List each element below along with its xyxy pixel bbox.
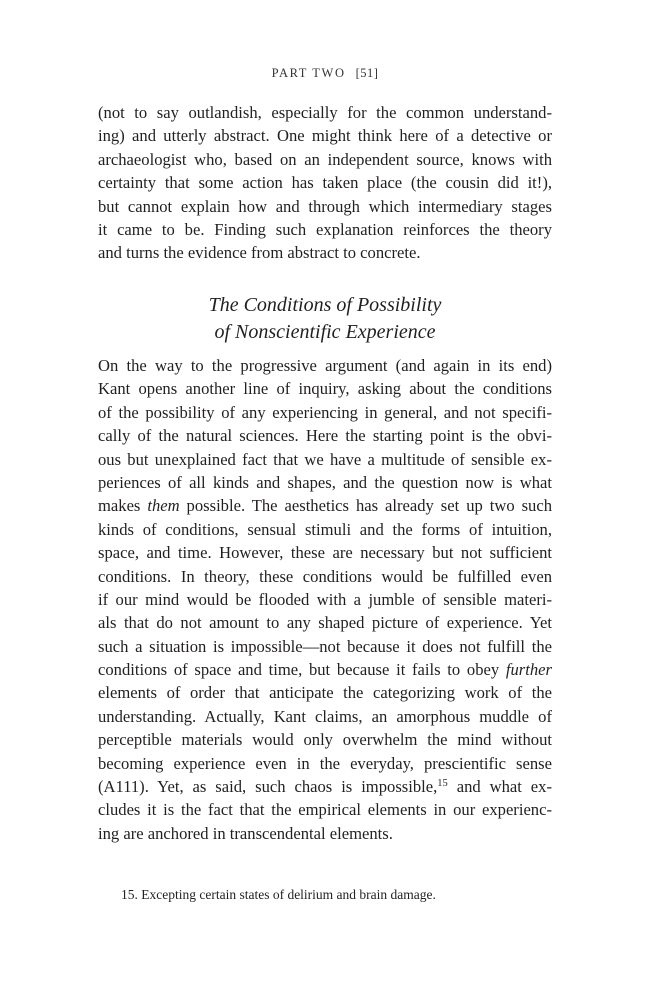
text-run: possible. The aesthetics has already set up two such (179, 496, 552, 516)
text-line: perceptible materials would only overwhelm the mind without (98, 730, 552, 750)
text-line: elements of order that anticipate the categorizing work of the (98, 683, 552, 703)
emphasis-text: them (147, 496, 180, 516)
text-line: such a situation is impossible—not because it does not fulfill the (98, 636, 552, 656)
text-line: and turns the evidence from abstract to concrete. (98, 243, 421, 263)
text-line: certainty that some action has taken place (the cousin did it!), (98, 173, 552, 193)
text-line: of the possibility of any experiencing in general, and not specifi- (98, 402, 552, 422)
text-line: ing are anchored in transcendental elements. (98, 823, 393, 843)
text-line: (not to say outlandish, especially for the common understand- (98, 103, 552, 122)
section-heading-line-2: of Nonscientific Experience (214, 321, 436, 343)
text-line (98, 775, 552, 798)
text-line: ous but unexplained fact that we have a multitude of sensible ex- (98, 449, 552, 469)
text-line: periences of all kinds and shapes, and the question now is what (98, 472, 552, 492)
text-line: ing) and utterly abstract. One might think here of a detective or (98, 126, 552, 146)
text-line (98, 494, 552, 517)
section-heading-line-1: The Conditions of Possibility (208, 294, 442, 316)
text-line: conditions. In theory, these conditions would be fulfilled even (98, 566, 552, 586)
footnote-text: Excepting certain states of delirium and brain damage. (141, 887, 436, 902)
text-line: space, and time. However, these are necessary but not sufficient (98, 543, 552, 563)
text-line: but cannot explain how and through which intermediary stages (98, 196, 552, 216)
text-run: (A111). Yet, as said, such chaos is impossible, (98, 777, 438, 797)
text-run: and what ex- (447, 777, 552, 797)
paragraph-2 (98, 354, 552, 845)
footnote-number: 15. (121, 887, 138, 902)
text-line: understanding. Actually, Kant claims, an amorphous muddle of (98, 706, 552, 726)
footnote (121, 886, 436, 904)
text-line: archaeologist who, based on an independent source, knows with (98, 149, 552, 169)
text-line: becoming experience even in the everyday, prescientific sense (98, 753, 552, 773)
text-line: it came to be. Finding such explanation reinforces the theory (98, 219, 552, 239)
running-head-section: PART TWO (271, 66, 346, 80)
text-line (98, 658, 552, 681)
section-heading (98, 292, 552, 346)
emphasis-text: further (505, 660, 552, 680)
text-line: On the way to the progressive argument (and again in its end) (98, 356, 552, 375)
text-run: conditions of space and time, but because it fails to obey (98, 660, 506, 680)
running-head (0, 66, 650, 81)
text-line: kinds of conditions, sensual stimuli and the forms of intuition, (98, 519, 552, 539)
text-line: cally of the natural sciences. Here the starting point is the obvi- (98, 426, 552, 446)
footnote-reference[interactable]: 15 (437, 778, 448, 790)
text-line: Kant opens another line of inquiry, asking about the conditions (98, 379, 552, 399)
text-line: als that do not amount to any shaped picture of experience. Yet (98, 613, 552, 633)
page-number: [51] (355, 66, 379, 80)
text-line: if our mind would be flooded with a jumble of sensible materi- (98, 589, 552, 609)
text-run: makes (98, 496, 148, 516)
paragraph-1 (98, 101, 552, 265)
text-line: cludes it is the fact that the empirical elements in our experienc- (98, 800, 552, 820)
